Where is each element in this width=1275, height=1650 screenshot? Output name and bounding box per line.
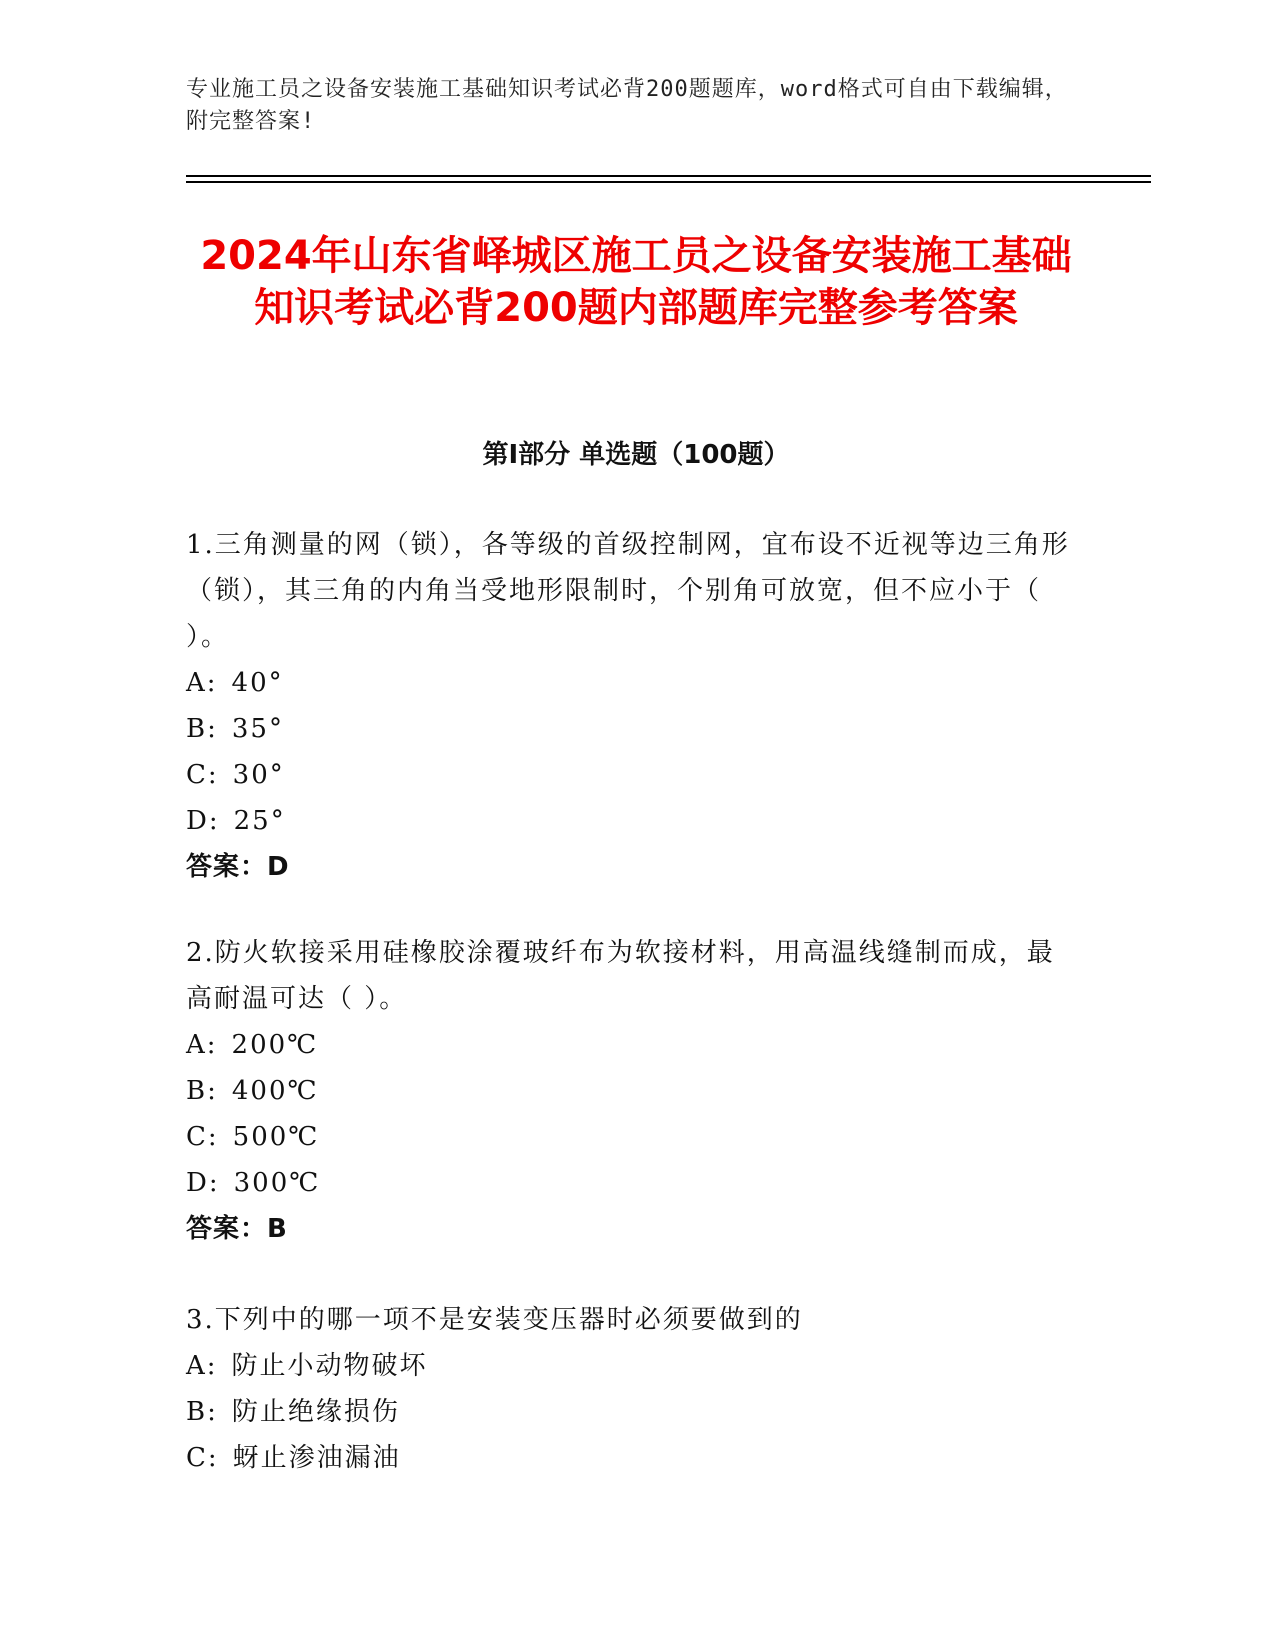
option-text: 防止小动物破坏 <box>231 1351 428 1381</box>
option-text: 300℃ <box>233 1168 321 1198</box>
option-letter: D: <box>186 1168 220 1198</box>
question-2 <box>186 930 1076 1252</box>
option-d <box>186 1160 1076 1206</box>
question-text: 1.三角测量的网（锁），各等级的首级控制网，宜布设不近视等边三角形（锁），其三角的内角当受地形限制时，个别角可放宽，但不应小于（ ）。 <box>186 530 1070 652</box>
option-letter: A: <box>186 1351 218 1381</box>
header-divider-bottom <box>186 181 1151 183</box>
option-c <box>186 1114 1076 1160</box>
option-text: 防止绝缘损伤 <box>231 1397 400 1427</box>
section-title: 第I部分 单选题（100题） <box>482 440 790 470</box>
option-letter: B: <box>186 1397 218 1427</box>
question-3 <box>186 1297 1076 1481</box>
question-text: 2.防火软接采用硅橡胶涂覆玻纤布为软接材料，用高温线缝制而成，最高耐温可达（ ）。 <box>186 938 1055 1014</box>
header-divider-top <box>186 175 1151 177</box>
option-c <box>186 752 1076 798</box>
option-a <box>186 660 1076 706</box>
option-letter: B: <box>186 714 218 744</box>
option-a <box>186 1343 1076 1389</box>
option-text: 40° <box>231 668 284 698</box>
option-letter: C: <box>186 1122 219 1152</box>
option-a <box>186 1022 1076 1068</box>
header-note: 专业施工员之设备安装施工基础知识考试必背200题题库，word格式可自由下载编辑，附完整答案! <box>186 77 1068 134</box>
option-text: 200℃ <box>231 1030 319 1060</box>
option-letter: B: <box>186 1076 218 1106</box>
option-b <box>186 1068 1076 1114</box>
option-b <box>186 1389 1076 1435</box>
option-text: 25° <box>233 806 286 836</box>
option-text: 蚜止渗油漏油 <box>232 1443 401 1473</box>
option-letter: D: <box>186 806 220 836</box>
option-letter: A: <box>186 668 218 698</box>
option-text: 500℃ <box>232 1122 320 1152</box>
option-letter: C: <box>186 1443 219 1473</box>
answer-line: 答案：D <box>186 852 290 882</box>
document-title: 2024年山东省峄城区施工员之设备安装施工基础知识考试必背200题内部题库完整参考答案 <box>200 233 1072 331</box>
question-text: 3.下列中的哪一项不是安装变压器时必须要做到的 <box>186 1305 803 1335</box>
question-1 <box>186 522 1076 890</box>
option-b <box>186 706 1076 752</box>
option-c <box>186 1435 1076 1481</box>
option-text: 400℃ <box>231 1076 319 1106</box>
option-text: 30° <box>232 760 285 790</box>
option-text: 35° <box>231 714 284 744</box>
option-letter: C: <box>186 760 219 790</box>
option-d <box>186 798 1076 844</box>
option-letter: A: <box>186 1030 218 1060</box>
answer-line: 答案：B <box>186 1214 288 1244</box>
